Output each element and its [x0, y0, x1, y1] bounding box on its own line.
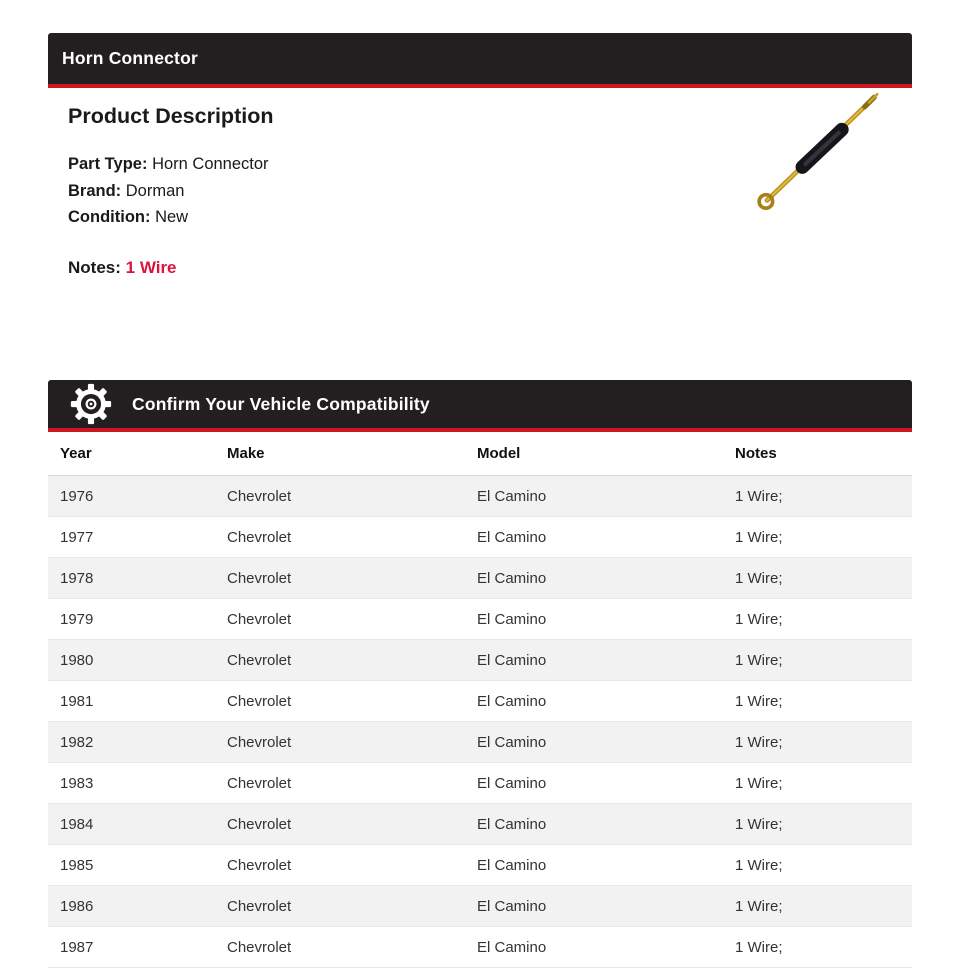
table-cell: 1979 [48, 599, 215, 640]
table-row [48, 804, 912, 845]
table-cell: El Camino [465, 476, 723, 517]
table-cell: 1985 [48, 845, 215, 886]
compatibility-table [48, 432, 912, 968]
table-cell: 1987 [48, 927, 215, 968]
table-cell: 1 Wire; [723, 886, 912, 927]
gear-icon [70, 383, 112, 425]
table-cell: 1978 [48, 558, 215, 599]
table-cell: El Camino [465, 763, 723, 804]
product-image [754, 90, 884, 215]
table-cell: 1 Wire; [723, 927, 912, 968]
table-cell: 1 Wire; [723, 722, 912, 763]
table-cell: El Camino [465, 845, 723, 886]
column-header-notes: Notes [723, 432, 912, 476]
notes-value: 1 Wire [125, 257, 177, 277]
table-cell: 1982 [48, 722, 215, 763]
compatibility-title: Confirm Your Vehicle Compatibility [132, 393, 430, 414]
product-description-section [48, 88, 912, 338]
table-cell: 1 Wire; [723, 558, 912, 599]
table-cell: 1 Wire; [723, 599, 912, 640]
column-header-year: Year [48, 432, 215, 476]
table-cell: 1 Wire; [723, 763, 912, 804]
table-row [48, 476, 912, 517]
table-row [48, 763, 912, 804]
table-cell: Chevrolet [215, 640, 465, 681]
table-row [48, 558, 912, 599]
table-row [48, 517, 912, 558]
table-row [48, 845, 912, 886]
table-cell: 1977 [48, 517, 215, 558]
table-cell: Chevrolet [215, 722, 465, 763]
table-cell: El Camino [465, 886, 723, 927]
table-cell: 1976 [48, 476, 215, 517]
table-cell: 1983 [48, 763, 215, 804]
table-row [48, 927, 912, 968]
table-cell: El Camino [465, 927, 723, 968]
table-cell: 1 Wire; [723, 845, 912, 886]
table-cell: El Camino [465, 640, 723, 681]
part-type-value: Horn Connector [152, 155, 269, 173]
notes-field [68, 258, 912, 278]
part-type-label: Part Type: [68, 155, 148, 173]
table-cell: Chevrolet [215, 804, 465, 845]
table-cell: Chevrolet [215, 845, 465, 886]
table-cell: Chevrolet [215, 476, 465, 517]
table-row [48, 886, 912, 927]
page-title: Horn Connector [62, 48, 198, 68]
table-cell: 1 Wire; [723, 517, 912, 558]
table-cell: Chevrolet [215, 517, 465, 558]
table-cell: Chevrolet [215, 886, 465, 927]
compatibility-section [48, 380, 912, 968]
brand-label: Brand: [68, 181, 122, 200]
table-cell: El Camino [465, 804, 723, 845]
compatibility-header-bar [48, 380, 912, 432]
table-cell: El Camino [465, 681, 723, 722]
table-cell: Chevrolet [215, 558, 465, 599]
condition-label: Condition: [68, 208, 151, 226]
table-cell: El Camino [465, 599, 723, 640]
column-header-make: Make [215, 432, 465, 476]
table-row [48, 640, 912, 681]
table-cell: Chevrolet [215, 927, 465, 968]
table-cell: 1 Wire; [723, 640, 912, 681]
brand-value: Dorman [125, 181, 185, 200]
column-header-model: Model [465, 432, 723, 476]
table-cell: 1 Wire; [723, 681, 912, 722]
condition-value: New [155, 208, 189, 226]
table-cell: 1984 [48, 804, 215, 845]
table-cell: Chevrolet [215, 763, 465, 804]
table-cell: El Camino [465, 517, 723, 558]
table-cell: 1 Wire; [723, 476, 912, 517]
table-cell: Chevrolet [215, 599, 465, 640]
table-row [48, 599, 912, 640]
table-cell: 1 Wire; [723, 804, 912, 845]
table-cell: 1986 [48, 886, 215, 927]
table-cell: El Camino [465, 722, 723, 763]
table-cell: Chevrolet [215, 681, 465, 722]
table-header-row [48, 432, 912, 476]
table-cell: El Camino [465, 558, 723, 599]
product-description-heading: Product Description [68, 104, 274, 128]
product-title-bar [48, 33, 912, 88]
table-row [48, 681, 912, 722]
notes-label: Notes: [68, 257, 121, 277]
table-cell: 1980 [48, 640, 215, 681]
table-row [48, 722, 912, 763]
page-content [48, 0, 912, 968]
table-cell: 1981 [48, 681, 215, 722]
